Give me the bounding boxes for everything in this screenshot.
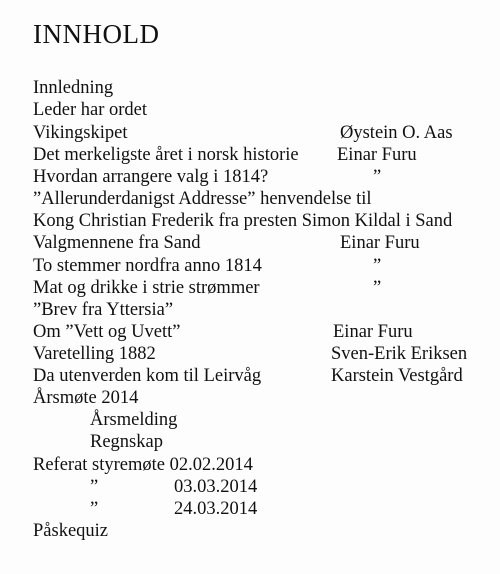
ditto-mark: ” [90, 499, 99, 519]
meeting-date: 24.03.2014 [174, 499, 258, 519]
page-title: INNHOLD [33, 19, 160, 49]
toc-entry: Om ”Vett og Uvett” [33, 322, 181, 342]
toc-entry: Referat styremøte 02.02.2014 [33, 455, 253, 475]
toc-entry: Mat og drikke i strie strømmer [33, 278, 260, 298]
toc-entry: Vikingskipet [33, 123, 128, 143]
toc-entry: Det merkeligste året i norsk historie [33, 145, 299, 165]
toc-entry: To stemmer nordfra anno 1814 [33, 256, 262, 276]
toc-entry: ”Allerunderdanigst Addresse” henvendelse til [33, 189, 372, 209]
ditto-mark: ” [373, 278, 382, 298]
meeting-date: 03.03.2014 [174, 477, 258, 497]
toc-author: Einar Furu [340, 233, 420, 253]
toc-entry: Kong Christian Frederik fra presten Simon Kildal i Sand [33, 211, 453, 231]
toc-entry: Hvordan arrangere valg i 1814? [33, 167, 269, 187]
toc-subentry: Årsmelding [90, 410, 178, 430]
toc-entry: Leder har ordet [33, 100, 148, 120]
toc-entry: Varetelling 1882 [33, 344, 156, 364]
toc-entry: Valgmennene fra Sand [33, 233, 201, 253]
toc-subentry: Regnskap [90, 432, 163, 452]
toc-author: Einar Furu [333, 322, 413, 342]
ditto-mark: ” [373, 167, 382, 187]
toc-author: Einar Furu [337, 145, 417, 165]
ditto-mark: ” [90, 477, 99, 497]
toc-author: Sven-Erik Eriksen [331, 344, 468, 364]
toc-author: Karstein Vestgård [331, 366, 463, 386]
toc-entry: Innledning [33, 78, 114, 98]
ditto-mark: ” [373, 256, 382, 276]
toc-entry: Da utenverden kom til Leirvåg [33, 366, 262, 386]
toc-author: Øystein O. Aas [340, 123, 453, 143]
toc-entry: ”Brev fra Yttersia” [33, 300, 174, 320]
toc-entry: Årsmøte 2014 [33, 388, 139, 408]
toc-entry: Påskequiz [33, 521, 109, 541]
